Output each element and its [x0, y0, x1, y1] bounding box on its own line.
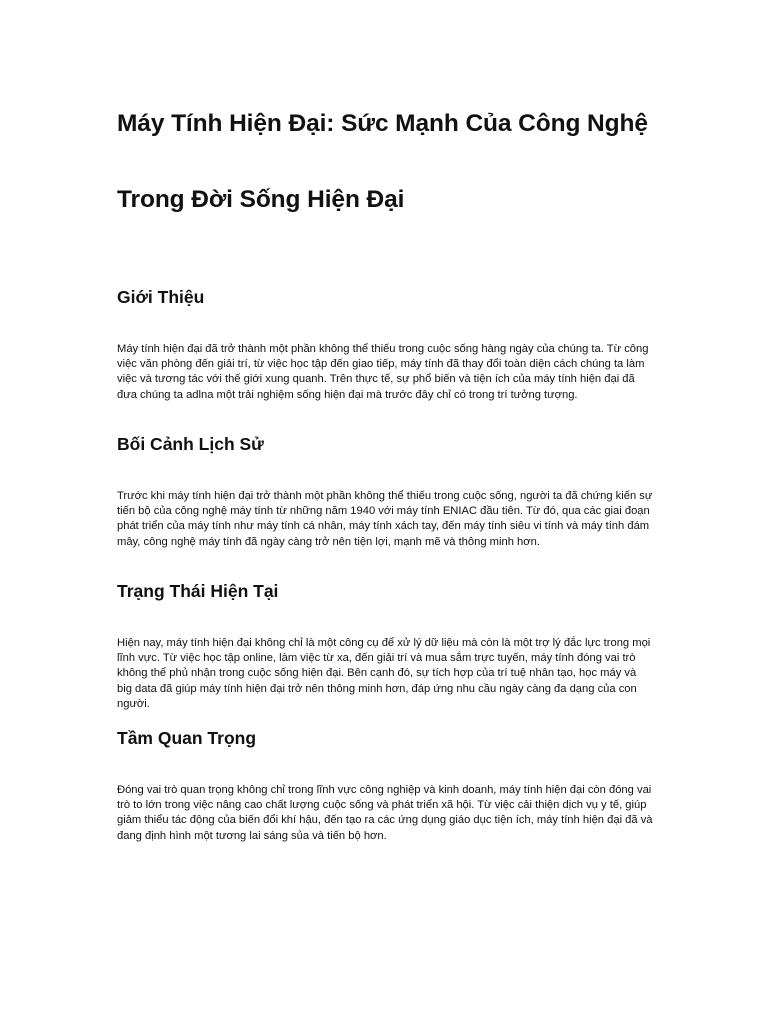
- section-body-history: Trước khi máy tính hiện đại trở thành một phần không thể thiếu trong cuộc sống, người ta đã chứng kiến sự tiến bộ của công nghệ máy tính từ những năm 1940 với máy tính ENIAC đầu tiên. Từ đó, qua các giai đoạn phát triển của máy tính như máy tính cá nhân, máy tính xách tay, đến máy tính siêu vi tính và máy tính đám mây, công nghệ máy tính đã ngày càng trở nên tiện lợi, mạnh mẽ và thông minh hơn.: [117, 490, 653, 548]
- section-heading-current-state: Trạng Thái Hiện Tại: [117, 581, 279, 601]
- section-body-current-state: Hiện nay, máy tính hiện đại không chỉ là một công cụ để xử lý dữ liệu mà còn là một trợ lý đắc lực trong mọi lĩnh vực. Từ việc học tập online, làm việc từ xa, đến giải trí và mua sắm trực tuyến, máy tính đóng vai trò không thể phủ nhận trong cuộc sống hiện đại. Bên cạnh đó, sự tích hợp của trí tuệ nhân tạo, học máy và big data đã giúp máy tính hiện đại trở nên thông minh hơn, đáp ứng nhu cầu ngày càng đa dạng của con người.: [117, 637, 651, 710]
- section-body-introduction: Máy tính hiện đại đã trở thành một phần không thể thiếu trong cuộc sống hàng ngày của chúng ta. Từ công việc văn phòng đến giải trí, từ việc học tập đến giao tiếp, máy tính đã thay đổi toàn diện cách chúng ta làm việc và tương tác với thế giới xung quanh. Trên thực tế, sự phổ biến và tiện ích của máy tính hiện đại đã đưa chúng ta adlna một trải nghiệm sống hiện đại mà trước đây chỉ có trong trí tưởng tượng.: [117, 343, 649, 401]
- section-heading-importance: Tầm Quan Trọng: [117, 728, 257, 748]
- section-body-importance: Đóng vai trò quan trọng không chỉ trong lĩnh vực công nghiệp và kinh doanh, máy tính hiện đại còn đóng vai trò to lớn trong việc nâng cao chất lượng cuộc sống và phát triển xã hội. Từ việc cải thiện dịch vụ y tế, giúp giảm thiểu tác động của biến đổi khí hậu, đến tạo ra các ứng dụng giáo dục tiện ích, máy tính hiện đại đã và đang định hình một tương lai sáng sủa và tiến bộ hơn.: [117, 784, 653, 842]
- document-title-line-1: Máy Tính Hiện Đại: Sức Mạnh Của Công Nghệ: [117, 110, 648, 137]
- section-heading-introduction: Giới Thiệu: [117, 287, 205, 307]
- document-title-line-2: Trong Đời Sống Hiện Đại: [117, 186, 405, 213]
- section-heading-history: Bối Cảnh Lịch Sử: [117, 434, 264, 454]
